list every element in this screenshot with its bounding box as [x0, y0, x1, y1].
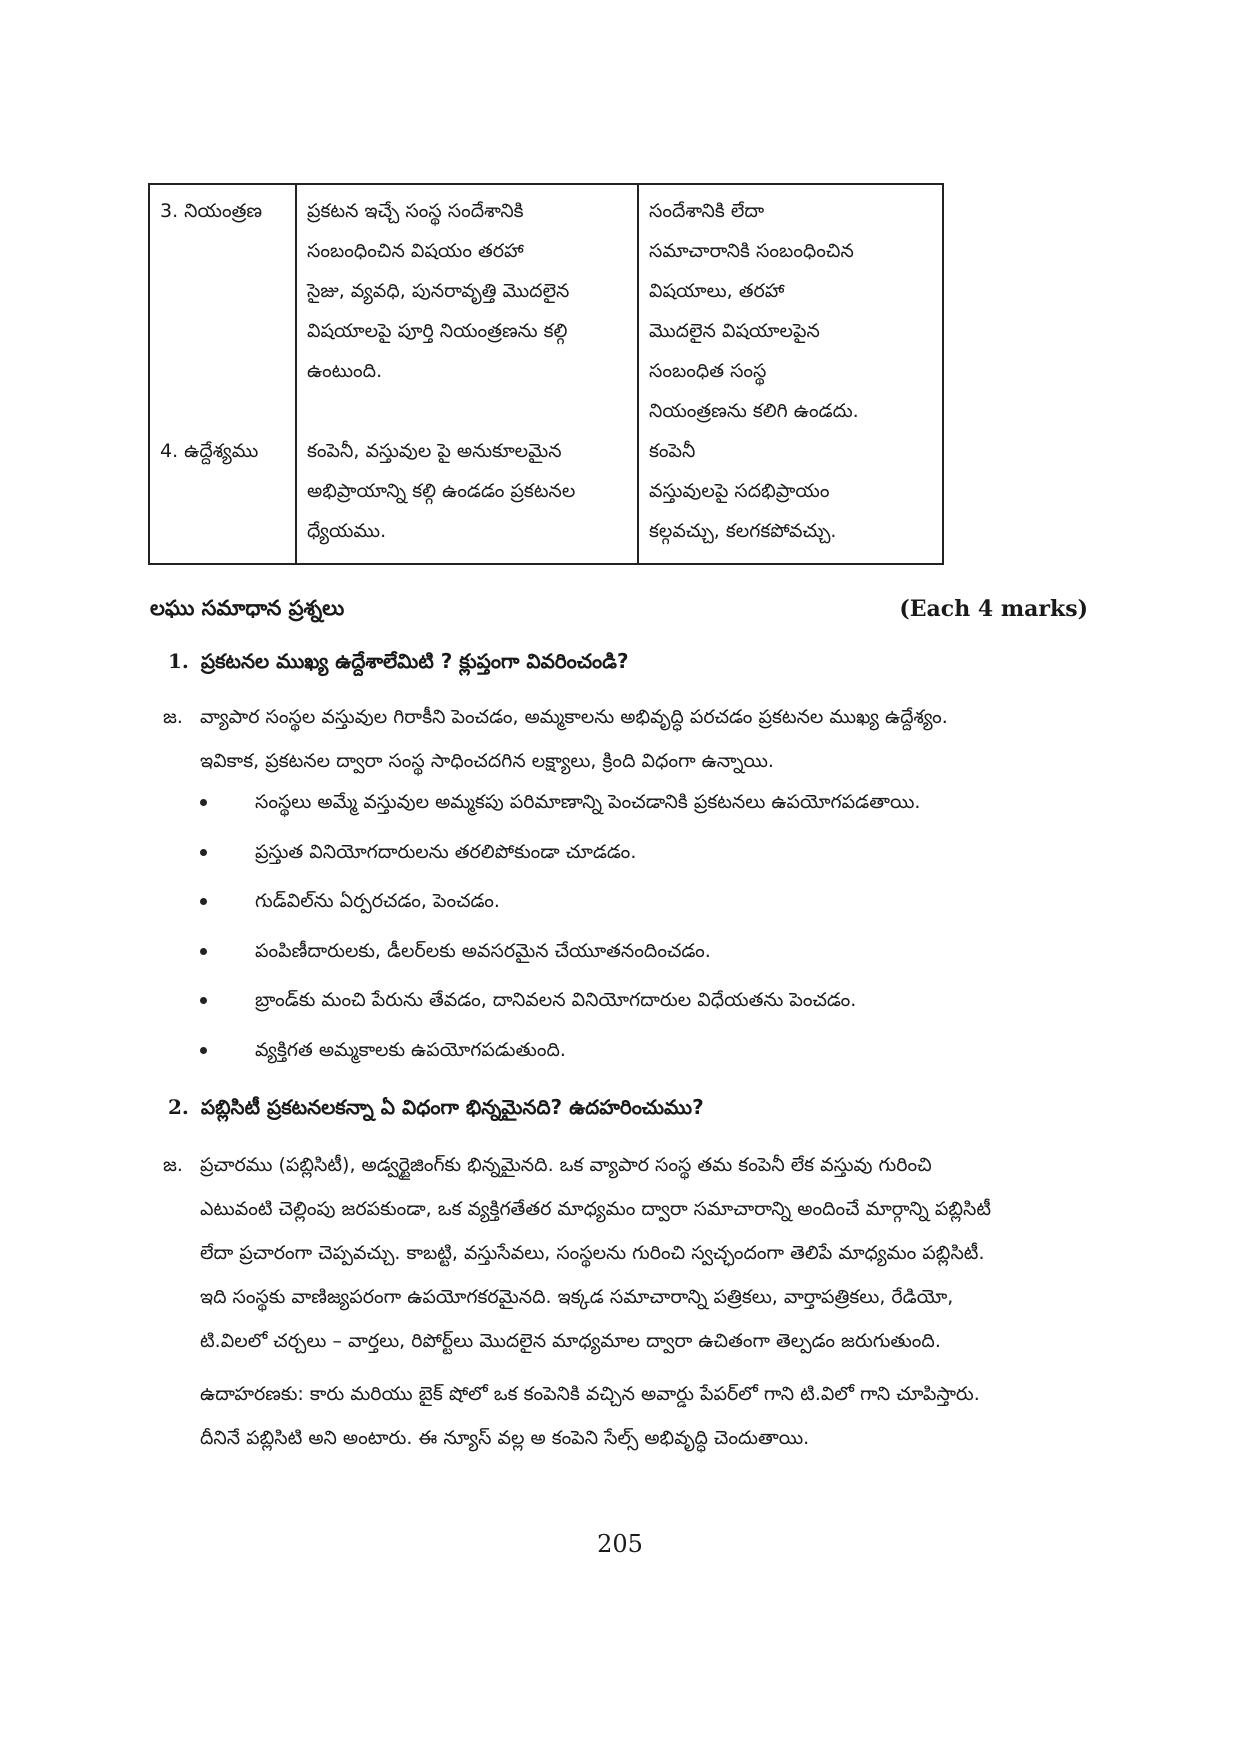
question-2: [168, 1095, 704, 1124]
list-item: సంస్థలు అమ్మే వస్తువుల అమ్మకపు పరిమాణాన్ని పెంచడానికి ప్రకటనలు ఉపయోగపడతాయి.: [200, 782, 920, 832]
question-1: [168, 649, 629, 678]
bullet-icon: [200, 1047, 207, 1054]
table-row: [149, 184, 943, 431]
page-number: 205: [597, 1530, 643, 1558]
table-cell-advertising: ప్రకటన ఇచ్చే సంస్థ సందేశానికి సంబంధించిన విషయం తరహా సైజు, వ్యవధి, పునరావృత్తి మొదలైన విషయాలపై పూర్తి నియంత్రణను కల్గి ఉంటుంది.: [296, 184, 638, 431]
example-paragraph: ఉదాహరణకు: కారు మరియు బైక్ షోలో ఒక కంపెనికి వచ్చిన అవార్డు పేపర్‌లో గాని టి.విలో గాని చూపిస్తారు. దీనినే పబ్లిసిటి అని అంటారు. ఈ న్యూస్ వల్ల అ కంపెని సేల్స్ అభివృద్ధి చెందుతాయి.: [200, 1383, 980, 1449]
question-number: 2.: [168, 1095, 189, 1119]
table-cell-label: 3. నియంత్రణ: [149, 184, 296, 431]
table-cell-publicity: సందేశానికి లేదా సమాచారానికి సంబంధించిన విషయాలు, తరహా మొదలైన విషయాలపైన సంబంధిత సంస్థ నియంత్రణను కలిగి ఉండదు.: [638, 184, 943, 431]
table-row: [149, 431, 943, 564]
question-number: 1.: [168, 649, 189, 673]
comparison-table: [148, 183, 944, 565]
bullet-icon: [200, 948, 207, 955]
bullet-icon: [200, 898, 207, 905]
list-item: పంపిణీదారులకు, డీలర్‌లకు అవసరమైన చేయూతనందించడం.: [200, 931, 920, 981]
answer-1: జ. వ్యాపార సంస్థల వస్తువుల గిరాకీని పెంచడం, అమ్మకాలను అభివృద్ధి పరచడం ప్రకటనల ముఖ్య ఉద్దేశ్యం. ఇవికాక, ప్రకటనల ద్వారా సంస్థ సాధించదగిన లక్ష్యాలు, క్రింది విధంగా ఉన్నాయి.: [163, 695, 1088, 783]
bullet-icon: [200, 799, 207, 806]
bullet-icon: [200, 997, 207, 1004]
section-marks: (Each 4 marks): [899, 596, 1088, 622]
answer-label: జ.: [163, 1154, 183, 1176]
list-item: ప్రస్తుత వినియోగదారులను తరలిపోకుండా చూడడం.: [200, 832, 920, 882]
list-item: వ్యక్తిగత అమ్మకాలకు ఉపయోగపడుతుంది.: [200, 1030, 920, 1080]
answer-2: జ. ప్రచారము (పబ్లిసిటీ), అడ్వర్టైజింగ్‌కు భిన్నమైనది. ఒక వ్యాపార సంస్థ తమ కంపెనీ లేక వస్తువు గురించి ఎటువంటి చెల్లింపు జరపకుండా, ఒక వ్యక్తిగతేతర మాధ్యమం ద్వారా సమాచారాన్ని అందించే మార్గాన్ని పబ్లిసిటీ లేదా ప్రచారంగా చెప్పవచ్చు. కాబట్టి, వస్తుసేవలు, సంస్థలను గురించి స్వచ్ఛందంగా తెలిపే మాధ్యమం పబ్లిసిటీ. ఇది సంస్థకు వాణిజ్యపరంగా ఉపయోగకరమైనది. ఇక్కడ సమాచారాన్ని పత్రికలు, వార్తాపత్రికలు, రేడియో, టి.విలలో చర్చలు – వార్తలు, రిపోర్ట్‌లు మొదలైన మాధ్యమాల ద్వారా ఉచితంగా తెల్పడం జరుగుతుంది.: [163, 1143, 1088, 1363]
bullet-icon: [200, 849, 207, 856]
list-item: బ్రాండ్‌కు మంచి పేరును తేవడం, దానివలన వినియోగదారుల విధేయతను పెంచడం.: [200, 980, 920, 1030]
question-text: పబ్లిసిటీ ప్రకటనలకన్నా ఏ విధంగా భిన్నమైనది? ఉదహరించుము?: [200, 1095, 704, 1119]
question-text: ప్రకటనల ముఖ్య ఉద్దేశాలేమిటి ? క్లుప్తంగా వివరించండి?: [200, 649, 629, 673]
list-item: గుడ్‌విల్‌ను ఏర్పరచడం, పెంచడం.: [200, 881, 920, 931]
table-cell-label: 4. ఉద్దేశ్యము: [149, 431, 296, 564]
objectives-list: [200, 782, 920, 1079]
table-cell-advertising: కంపెనీ, వస్తువుల పై అనుకూలమైన అభిప్రాయాన్ని కల్గి ఉండడం ప్రకటనల ధ్యేయము.: [296, 431, 638, 564]
section-title: లఘు సమాధాన ప్రశ్నలు: [150, 596, 345, 620]
table-cell-publicity: కంపెనీ వస్తువులపై సదభిప్రాయం కల్గవచ్చు, కలగకపోవచ్చు.: [638, 431, 943, 564]
answer-label: జ.: [163, 706, 183, 728]
